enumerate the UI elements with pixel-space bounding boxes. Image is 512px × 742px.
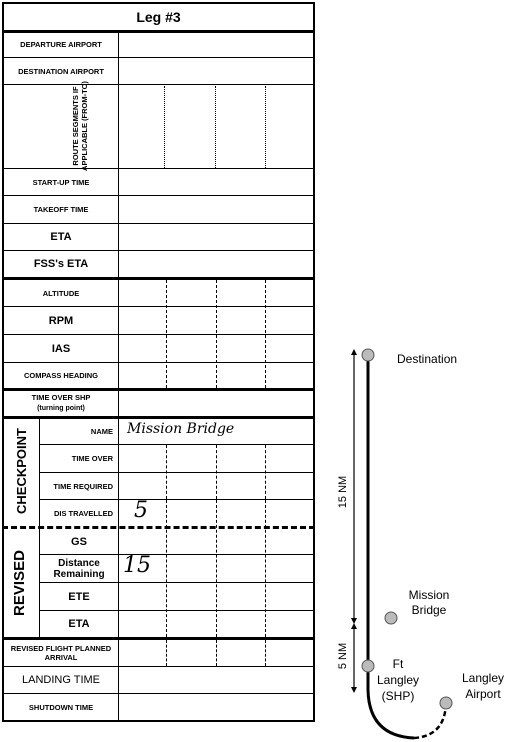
shutdown-time-label: SHUTDOWN TIME [28, 703, 94, 712]
destination-airport-label: DESTINATION AIRPORT [18, 66, 104, 76]
checkpoint-name-label: NAME [90, 427, 113, 436]
departure-airport-label: DEPARTURE AIRPORT [20, 40, 102, 49]
rpm-label: RPM [48, 314, 74, 327]
mission-bridge-label: Mission Bridge [408, 588, 450, 617]
revised-flight-planned-arrival-label: REVISED FLIGHT PLANNED ARRIVAL [10, 644, 112, 662]
distance-remaining-value[interactable]: 15 [123, 553, 151, 578]
column-divider [216, 445, 217, 499]
checkpoint-name-value[interactable]: Mission Bridge [127, 421, 235, 437]
langley-airport-label: Langley Airport [461, 671, 505, 701]
fss-eta-label: FSS's ETA [33, 258, 89, 270]
turning-point-label: (turning point) [37, 405, 85, 412]
ft-langley-label: Ft Langley (SHP) [376, 657, 420, 703]
ias-label: IAS [51, 342, 71, 355]
altitude-label: ALTITUDE [42, 288, 80, 298]
route-column-divider [164, 86, 165, 168]
column-divider [216, 280, 217, 388]
route-dashed-segment [414, 703, 446, 738]
destination-label: Destination [397, 352, 458, 366]
label-column-line [118, 30, 119, 722]
compass-heading-label: COMPASS HEADING [23, 371, 99, 380]
column-divider [216, 500, 217, 637]
checkpoint-section-label: CHECKPOINT [13, 428, 29, 514]
column-divider [265, 500, 266, 637]
route-segments-label: ROUTE SEGMENTS IF APPLICABLE (FROM-TO) [71, 81, 89, 171]
eta-label: ETA [50, 231, 72, 243]
gs-label: GS [71, 535, 87, 548]
column-divider [166, 640, 167, 666]
dis-travelled-value[interactable]: 5 [134, 498, 148, 523]
route-column-divider [215, 86, 216, 168]
landing-time-label: LANDING TIME [21, 674, 101, 686]
column-divider [265, 640, 266, 666]
distance-15nm-label: 15 NM [337, 475, 349, 509]
revised-section-label: REVISED [10, 550, 28, 616]
distance-remaining-label: Distance Remaining [53, 557, 105, 580]
column-divider [216, 640, 217, 666]
time-over-label: TIME OVER [71, 454, 113, 463]
time-required-label: TIME REQUIRED [53, 481, 113, 491]
divider [2, 84, 315, 85]
mission-bridge-waypoint-icon [385, 612, 397, 624]
column-divider [166, 280, 167, 388]
revised-eta-label: ETA [68, 618, 90, 630]
ete-label: ETE [68, 590, 90, 603]
column-divider [265, 280, 266, 388]
column-divider [166, 500, 167, 637]
leg-title: Leg #3 [136, 8, 181, 25]
route-column-divider [265, 86, 266, 168]
destination-waypoint-icon [362, 349, 374, 361]
column-divider [265, 445, 266, 499]
langley-airport-waypoint-icon [440, 697, 452, 709]
column-divider [166, 445, 167, 499]
ft-langley-waypoint-icon [362, 660, 374, 672]
dis-travelled-label: DIS TRAVELLED [53, 508, 113, 518]
startup-time-label: START-UP TIME [32, 177, 90, 187]
time-over-shp-label: TIME OVER SHP [31, 393, 91, 402]
distance-5nm-label: 5 NM [337, 642, 349, 670]
takeoff-time-label: TAKEOFF TIME [33, 205, 89, 214]
